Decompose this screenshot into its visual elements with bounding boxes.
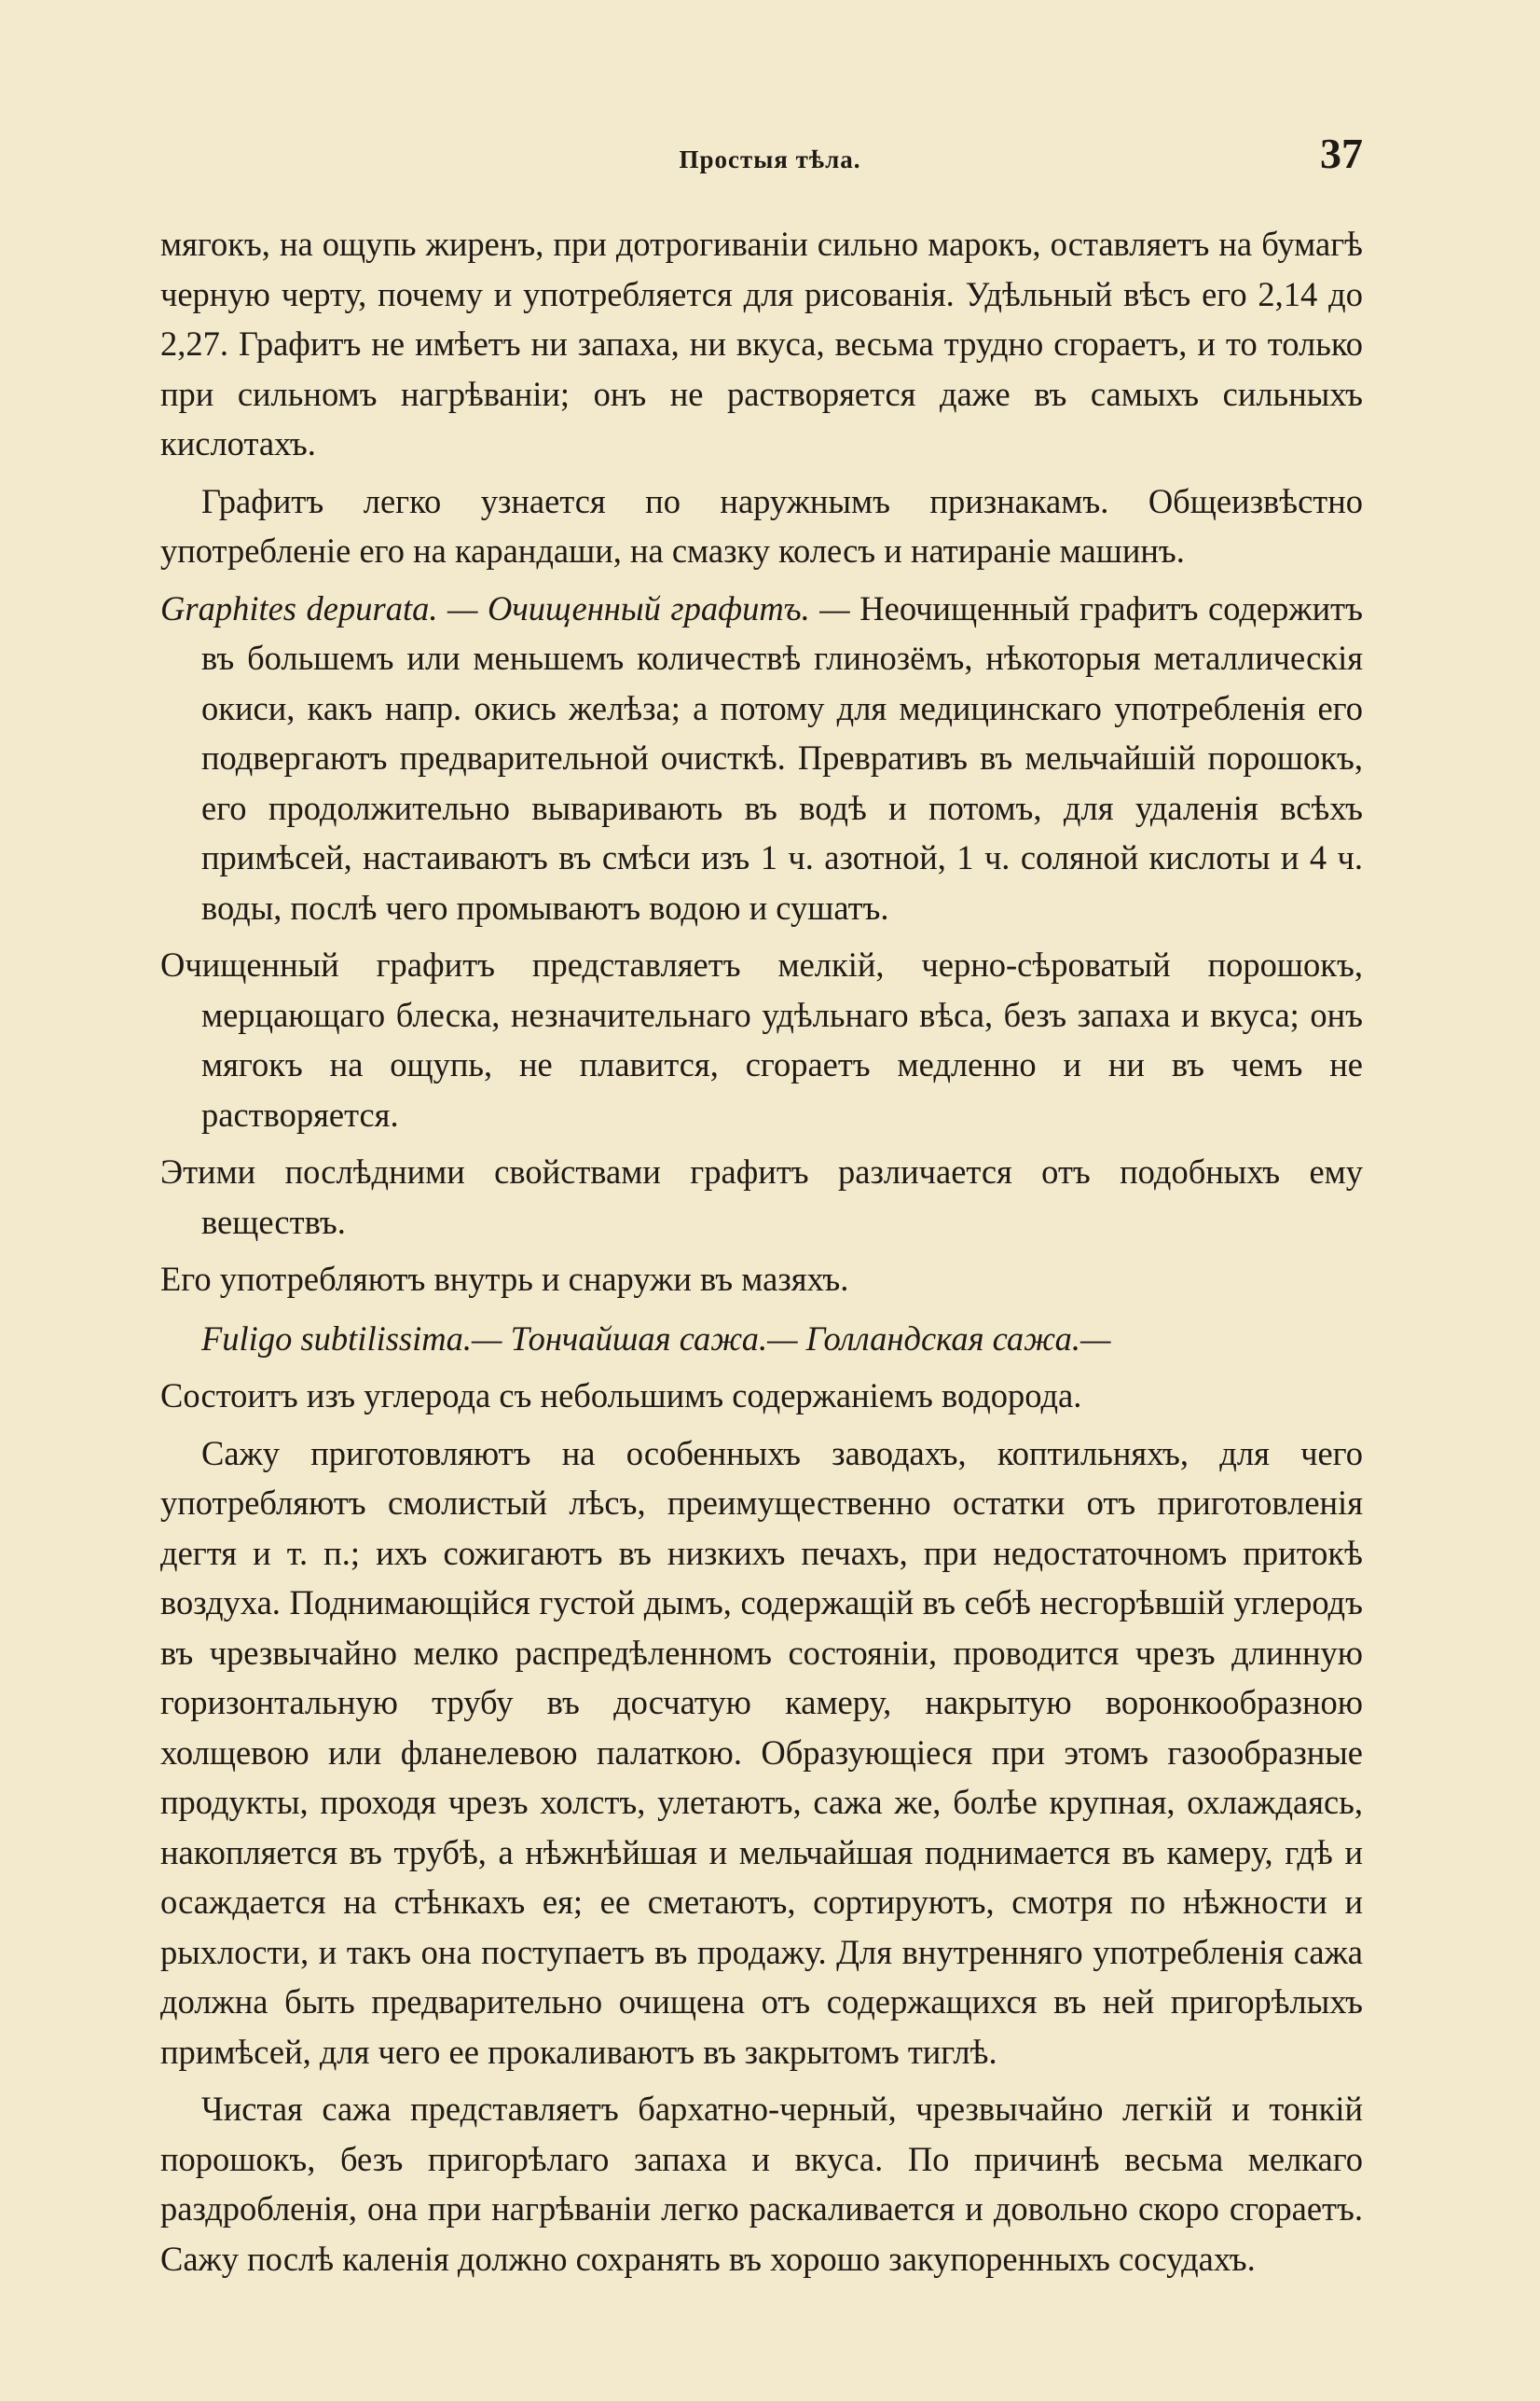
paragraph-1 <box>160 219 1363 469</box>
paragraph-5 <box>160 1147 1363 1247</box>
paragraph-10 <box>160 2084 1363 2284</box>
paragraph-text: Его употребляютъ внутрь и снаружи въ мазяхъ. <box>160 1260 849 1298</box>
paragraph-graphites <box>160 584 1363 933</box>
paragraph-2 <box>160 476 1363 576</box>
body-text <box>160 219 1363 2291</box>
paragraph-text: мягокъ, на ощупь жиренъ, при дотрогиваніи сильно марокъ, оставляетъ на бумагѣ черную черту, почему и употребляется для рисованія. Удѣльный вѣсъ его 2,14 до 2,27. Графитъ не имѣетъ ни запаха, ни вкуса, весьма трудно сгораетъ, и то только при сильномъ нагрѣваніи; онъ не растворяется даже въ самыхъ сильныхъ кислотахъ. <box>160 225 1363 462</box>
paragraph-4 <box>160 940 1363 1139</box>
running-title: Простыя тѣла. <box>679 145 861 173</box>
entry-heading: Graphites depurata. — Очищенный графитъ. — <box>160 588 850 628</box>
entry-heading: Fuligo subtilissima.— Тончайшая сажа.— Голландская сажа.— <box>201 1318 1111 1358</box>
paragraph-text: Состоитъ изъ углерода съ небольшимъ содержаніемъ водорода. <box>160 1376 1082 1414</box>
paragraph-text: Сажу приготовляютъ на особенныхъ заводахъ, коптильняхъ, для чего употребляютъ смолистый лѣсъ, преимущественно остатки отъ приготовленія дегтя и т. п.; ихъ сожигаютъ въ низкихъ печахъ, при недостаточномъ притокѣ воздуха. Поднимающійся густой дымъ, содержащій въ себѣ несгорѣвшій углеродъ въ чрезвычайно мелко распредѣленномъ состояніи, проводится чрезъ длинную горизонтальную трубу въ досчатую камеру, накрытую воронкообразною холщевою или фланелевою палаткою. Образующіеся при этомъ газообразные продукты, проходя чрезъ холстъ, улетаютъ, сажа же, болѣе крупная, охлаждаясь, накопляется въ трубѣ, а нѣжнѣйшая и мельчайшая поднимается въ камеру, гдѣ и осаждается на стѣнкахъ ея; ее сметаютъ, сортируютъ, смотря по нѣжности и рыхлости, и такъ она поступаетъ въ продажу. Для внутренняго употребленія сажа должна быть предварительно очищена отъ содержащихся въ ней пригорѣлыхъ примѣсей, для чего ее прокаливаютъ въ закрытомъ тиглѣ. <box>160 1433 1363 2071</box>
paragraph-text: Неочищенный графитъ содержитъ въ большемъ или меньшемъ количествѣ глинозёмъ, нѣкоторыя металлическія окиси, какъ напр. окись желѣза; а потому для медицинскаго употребленія его подвергаютъ предварительной очисткѣ. Превративъ въ мельчайшій порошокъ, его продолжительно вываривають въ водѣ и потомъ, для удаленія всѣхъ примѣсей, настаиваютъ въ смѣси изъ 1 ч. азотной, 1 ч. соляной кислоты и 4 ч. воды, послѣ чего промываютъ водою и сушатъ. <box>201 588 1363 927</box>
paragraph-text: Очищенный графитъ представляетъ мелкій, черно-сѣроватый порошокъ, мерцающаго блеска, незначительнаго удѣльнаго вѣса, безъ запаха и вкуса; онъ мягокъ на ощупь, не плавится, сгораетъ медленно и ни въ чемъ не растворяется. <box>160 945 1363 1134</box>
paragraph-text: Графитъ легко узнается по наружнымъ признакамъ. Общеизвѣстно употребленіе его на карандаши, на смазку колесъ и натираніе машинъ. <box>160 481 1363 570</box>
page-number: 37 <box>1320 130 1363 177</box>
page-header <box>0 129 1540 194</box>
paragraph-9 <box>160 1428 1363 2077</box>
paragraph-8 <box>160 1371 1363 1421</box>
paragraph-text: Этими послѣдними свойствами графитъ различается отъ подобныхъ ему веществъ. <box>160 1152 1363 1241</box>
paragraph-fuligo-heading <box>160 1314 1363 1364</box>
paragraph-6 <box>160 1254 1363 1304</box>
paragraph-text: Чистая сажа представляетъ бархатно-черный, чрезвычайно легкій и тонкій порошокъ, безъ пригорѣлаго запаха и вкуса. По причинѣ весьма мелкаго раздробленія, она при нагрѣваніи легко раскаливается и довольно скоро сгораетъ. Сажу послѣ каленія должно сохранять въ хорошо закупоренныхъ сосудахъ. <box>160 2090 1363 2278</box>
